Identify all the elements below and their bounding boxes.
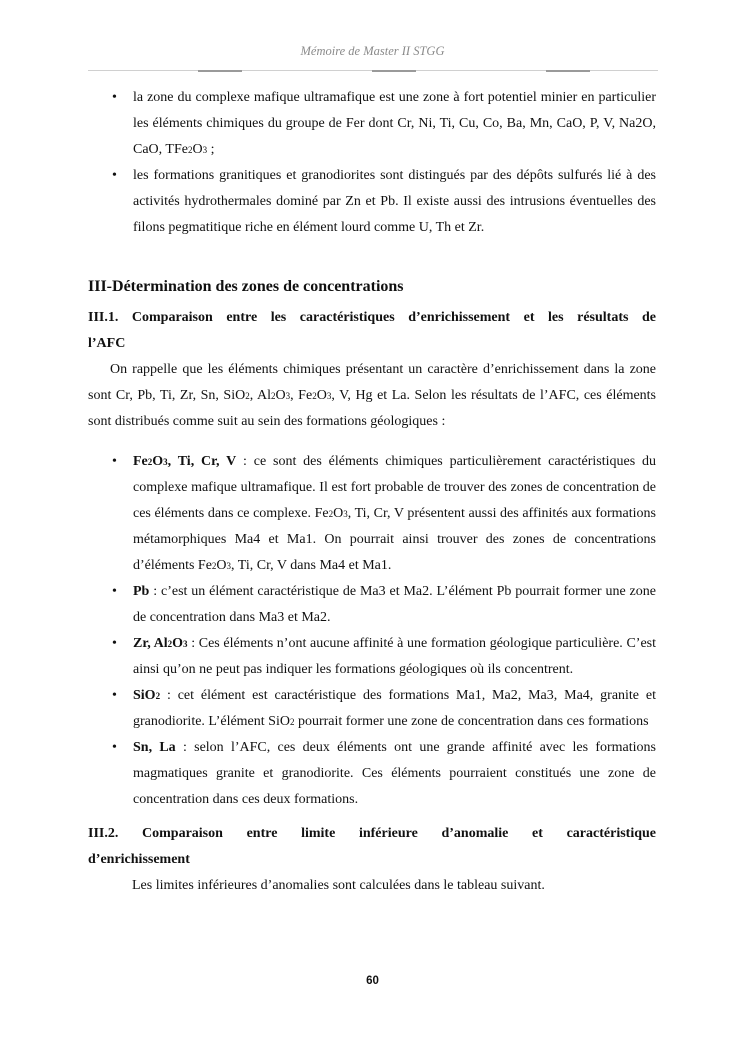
bullet-mark: • — [112, 740, 117, 755]
afc-bullet-sn-la: • Sn, La : selon l’AFC, ces deux éléments ont une grande affinité avec les formations magmatiques granite et granodiorite. Ces éléments pourraient constitués une zone de concentration dans ces deux formations. — [88, 735, 656, 813]
header-accent-center — [372, 70, 416, 72]
subsection-2-paragraph: Les limites inférieures d’anomalies sont calculées dans le tableau suivant. — [132, 878, 545, 893]
subsection-1-paragraph: On rappelle que les éléments chimiques présentant un caractère d’enrichissement dans la zone sont Cr, Pb, Ti, Zr, Sn, SiO2, Al2O3, Fe2O3, V, Hg et La. Selon les résultats de l’AFC, ces éléments sont distribués comme suit au sein des formations géologiques : — [88, 362, 657, 429]
bullet-mark: • — [112, 584, 117, 599]
page-number: 60 — [366, 975, 379, 987]
afc-bullet-pb: • Pb : c’est un élément caractéristique de Ma3 et Ma2. L’élément Pb pourrait former une zone de concentration dans Ma3 et Ma2. — [88, 579, 656, 631]
section-heading: III-Détermination des zones de concentrations — [88, 278, 404, 295]
page-content — [88, 85, 656, 899]
afc-bullet-zr-al2o3: • Zr, Al2O3 : Ces éléments n’ont aucune affinité à une formation géologique particulière. C’est ainsi qu’on ne peut pas indiquer les formations géologiques où ils concentrent. — [88, 631, 656, 683]
subsection-2-heading-line2: d’enrichissement — [88, 852, 190, 867]
intro-bullet-1: • la zone du complexe mafique ultramafique est une zone à fort potentiel minier en particulier les éléments chimiques du groupe de Fer dont Cr, Ni, Ti, Cu, Co, Ba, Mn, CaO, P, V, Na2O, CaO, TFe2O3 ; — [88, 85, 656, 163]
header-accent-right — [546, 70, 590, 72]
subsection-1-heading-line2: l’AFC — [88, 336, 126, 351]
afc-bullet-fe-ti-cr-v: • Fe2O3, Ti, Cr, V : ce sont des éléments chimiques particulièrement caractéristiques du complexe mafique ultramafique. Il est fort probable de trouver des zones de concentration de ces éléments dans ce complexe. Fe2O3, Ti, Cr, V présentent aussi des affinités aux formations métamorphiques Ma4 et Ma1. On pourrait ainsi trouver des zones de concentrations d’éléments Fe2O3, Ti, Cr, V dans Ma4 et Ma1. — [88, 449, 656, 579]
intro-bullet-2: • les formations granitiques et granodiorites sont distingués par des dépôts sulfurés lié à des activités hydrothermales dominé par Zn et Pb. Il existe aussi des intrusions éventuelles des filons pegmatitique riche en élément lourd comme U, Th et Zr. — [88, 163, 656, 241]
bullet-mark: • — [112, 688, 117, 703]
running-header: Mémoire de Master II STGG — [300, 44, 445, 58]
bullet-mark: • — [112, 454, 117, 469]
bullet-mark: • — [112, 636, 117, 651]
bullet-mark: • — [112, 168, 117, 183]
header-accent-left — [198, 70, 242, 72]
bullet-mark: • — [112, 90, 117, 105]
subsection-1-heading-line1: III.1. Comparaison entre les caractéristiques d’enrichissement et les résultats de — [88, 310, 656, 325]
subsection-2-heading-line1: III.2. Comparaison entre limite inférieure d’anomalie et caractéristique — [88, 826, 656, 841]
afc-bullet-sio2: • SiO2 : cet élément est caractéristique des formations Ma1, Ma2, Ma3, Ma4, granite et granodiorite. L’élément SiO2 pourrait former une zone de concentration dans ces formations — [88, 683, 656, 735]
